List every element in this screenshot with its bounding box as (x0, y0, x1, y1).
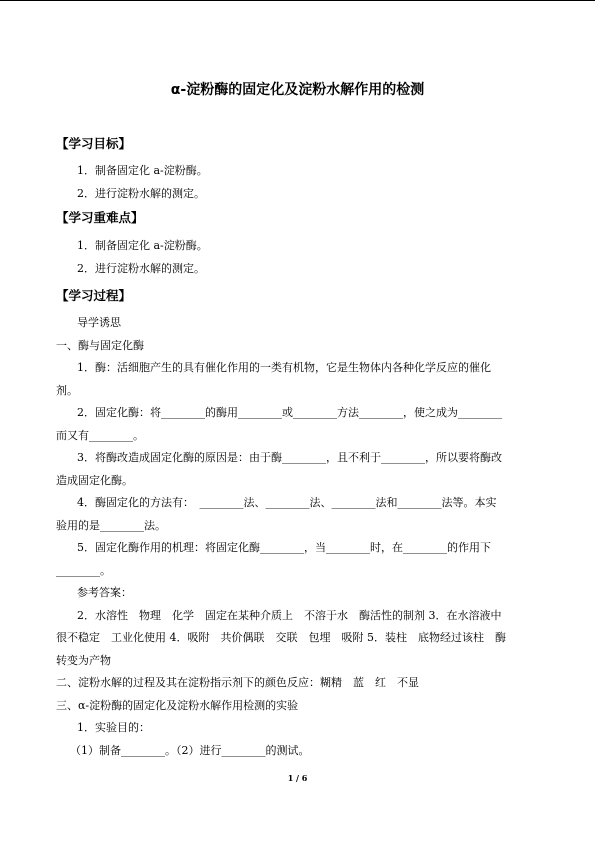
part3-item: （1）制备________。（2）进行________的测试。 (70, 744, 310, 757)
part1-heading: 一、酶与固定化酶 (56, 339, 144, 352)
q5-line: ________。 (56, 564, 111, 577)
q5-line: 5．固定化酶作用的机理：将固定化酶________，当________时，在________的作用下 (77, 541, 491, 554)
keypoints-heading: 【学习重难点】 (56, 210, 144, 225)
answer-line: 转变为产物 (56, 654, 111, 667)
answer-line: 2．水溶性 物理 化学 固定在某种介质上 不溶于水 酶活性的制剂 3．在水溶液中 (77, 609, 502, 622)
objective-item: 2．进行淀粉水解的测定。 (77, 187, 205, 200)
q1-line: 1．酶：活细胞产生的具有催化作用的一类有机物，它是生物体内各种化学反应的催化 (77, 361, 491, 374)
objective-item: 1．制备固定化 a-淀粉酶。 (77, 164, 208, 177)
guide-label: 导学诱思 (77, 316, 121, 329)
page-title: α-淀粉酶的固定化及淀粉水解作用的检测 (170, 82, 425, 98)
q4-line: 4．酶固定化的方法有： ________法、________法、________法和________法等。本实 (77, 496, 497, 509)
reference-label: 参考答案： (77, 586, 132, 599)
header-rule (0, 0, 595, 1)
part3-item: 1．实验目的： (77, 721, 150, 734)
keypoint-item: 2．进行淀粉水解的测定。 (77, 262, 205, 275)
page-number: 1 / 6 (287, 773, 308, 783)
q3-line: 造成固定化酶。 (56, 474, 133, 487)
part3-heading: 三、α-淀粉酶的固定化及淀粉水解作用检测的实验 (56, 699, 299, 712)
q1-line: 剂。 (56, 384, 78, 397)
objectives-heading: 【学习目标】 (56, 136, 132, 151)
process-heading: 【学习过程】 (56, 288, 132, 303)
part2-line: 二、淀粉水解的过程及其在淀粉指示剂下的颜色反应：糊精 蓝 红 不显 (56, 676, 419, 689)
keypoint-item: 1．制备固定化 a-淀粉酶。 (77, 239, 208, 252)
q2-line: 2．固定化酶：将________的酶用________或________方法________，使之成为________ (77, 406, 502, 419)
answer-line: 很不稳定 工业化使用 4．吸附 共价偶联 交联 包埋 吸附 5．装柱 底物经过该柱 酶 (56, 631, 506, 644)
q3-line: 3．将酶改造成固定化酶的原因是：由于酶________，且不利于________，所以要将酶改 (77, 451, 502, 464)
q2-line: 而又有________。 (56, 429, 144, 442)
q4-line: 验用的是________法。 (56, 519, 166, 532)
